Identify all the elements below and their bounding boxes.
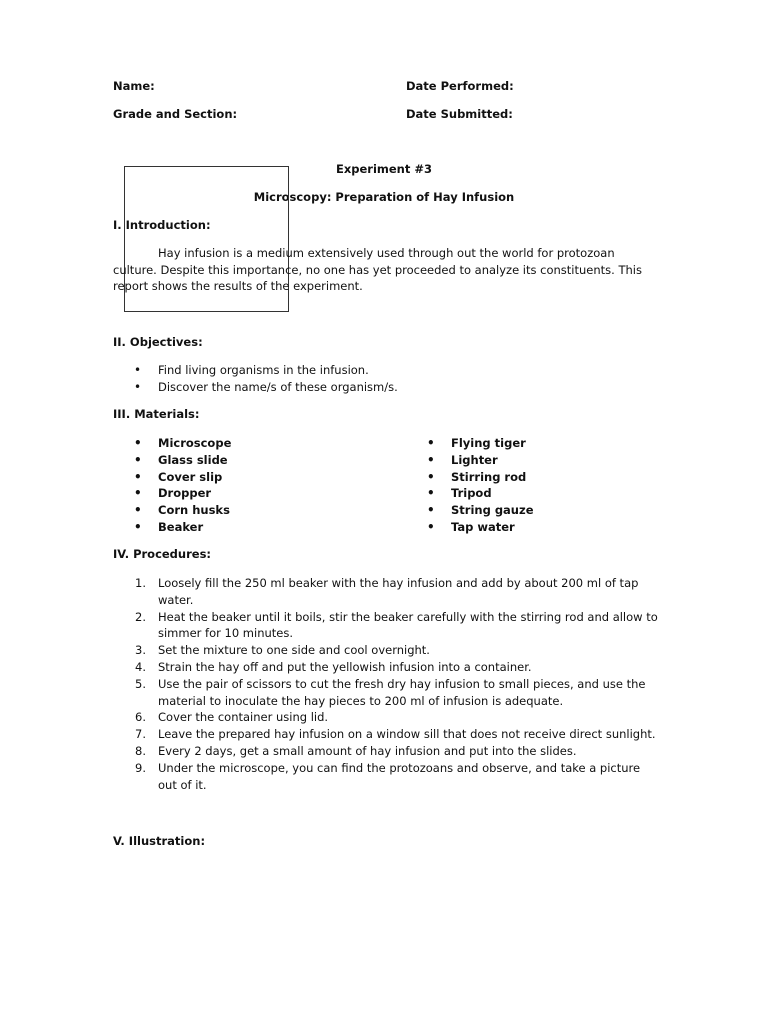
step-text: Every 2 days, get a small amount of hay infusion and put into the slides.	[158, 743, 577, 758]
list-item: • Stirring rod	[406, 469, 534, 486]
step-number: 5.	[135, 676, 146, 691]
date-submitted-label: Date Submitted:	[406, 107, 513, 121]
list-item: • Beaker	[113, 519, 231, 536]
grade-section-label: Grade and Section:	[113, 107, 238, 121]
list-item	[113, 659, 658, 676]
step-text: Loosely fill the 250 ml beaker with the hay infusion and add by about 200 ml of tap water.	[158, 576, 639, 607]
list-item	[113, 609, 658, 643]
step-text: Set the mixture to one side and cool overnight.	[158, 643, 430, 658]
objectives-heading: II. Objectives:	[113, 335, 203, 349]
list-item: • String gauze	[406, 502, 534, 519]
list-item: • Lighter	[406, 452, 534, 469]
introduction-heading: I. Introduction:	[113, 218, 211, 232]
list-item: • Find living organisms in the infusion.	[113, 362, 398, 379]
list-item: • Cover slip	[113, 469, 231, 486]
step-number: 8.	[135, 743, 146, 758]
list-item	[113, 726, 658, 743]
step-text: Use the pair of scissors to cut the fresh dry hay infusion to small pieces, and use the material to inoculate the hay pieces to 200 ml of infusion is adequate.	[158, 676, 646, 708]
procedures-heading: IV. Procedures:	[113, 547, 212, 561]
list-item: • Discover the name/s of these organism/s.	[113, 379, 398, 396]
list-item: • Dropper	[113, 485, 231, 502]
date-performed-label: Date Performed:	[406, 79, 514, 93]
list-item	[113, 642, 658, 659]
step-number: 7.	[135, 727, 146, 742]
step-number: 2.	[135, 609, 146, 624]
step-text: Leave the prepared hay infusion on a window sill that does not receive direct sunlight.	[158, 727, 656, 742]
list-item	[113, 709, 658, 726]
list-item: • Flying tiger	[406, 435, 534, 452]
step-number: 1.	[135, 576, 146, 590]
experiment-number: Experiment #3	[335, 162, 433, 176]
list-item: • Glass slide	[113, 452, 231, 469]
list-item	[113, 760, 658, 794]
procedures-list	[113, 575, 658, 793]
step-number: 4.	[135, 659, 146, 674]
step-text: Strain the hay off and put the yellowish infusion into a container.	[158, 659, 532, 674]
step-text: Under the microscope, you can find the protozoans and observe, and take a picture out of it.	[158, 760, 641, 792]
list-item	[113, 575, 658, 609]
materials-list-left	[113, 435, 231, 536]
materials-list-right	[406, 435, 534, 536]
introduction-paragraph	[113, 245, 658, 295]
step-text: Cover the container using lid.	[158, 710, 329, 725]
list-item: • Tripod	[406, 485, 534, 502]
list-item: • Corn husks	[113, 502, 231, 519]
step-number: 9.	[135, 760, 146, 775]
materials-heading: III. Materials:	[113, 407, 200, 421]
list-item	[113, 676, 658, 710]
step-text: Heat the beaker until it boils, stir the beaker carefully with the stirring rod and allow to simmer for 10 minutes.	[158, 609, 658, 641]
list-item: • Microscope	[113, 435, 231, 452]
introduction-text: Hay infusion is a medium extensively used through out the world for protozoan culture. Despite this importance, no one has yet proceeded to analyze its constituents. This report shows the results of the experiment.	[113, 246, 642, 294]
name-label: Name:	[113, 79, 155, 93]
step-number: 3.	[135, 643, 146, 658]
list-item: • Tap water	[406, 519, 534, 536]
illustration-heading: V. Illustration:	[113, 834, 206, 848]
objectives-list	[113, 362, 398, 396]
step-number: 6.	[135, 710, 146, 725]
experiment-title: Microscopy: Preparation of Hay Infusion	[253, 190, 515, 204]
list-item	[113, 743, 658, 760]
